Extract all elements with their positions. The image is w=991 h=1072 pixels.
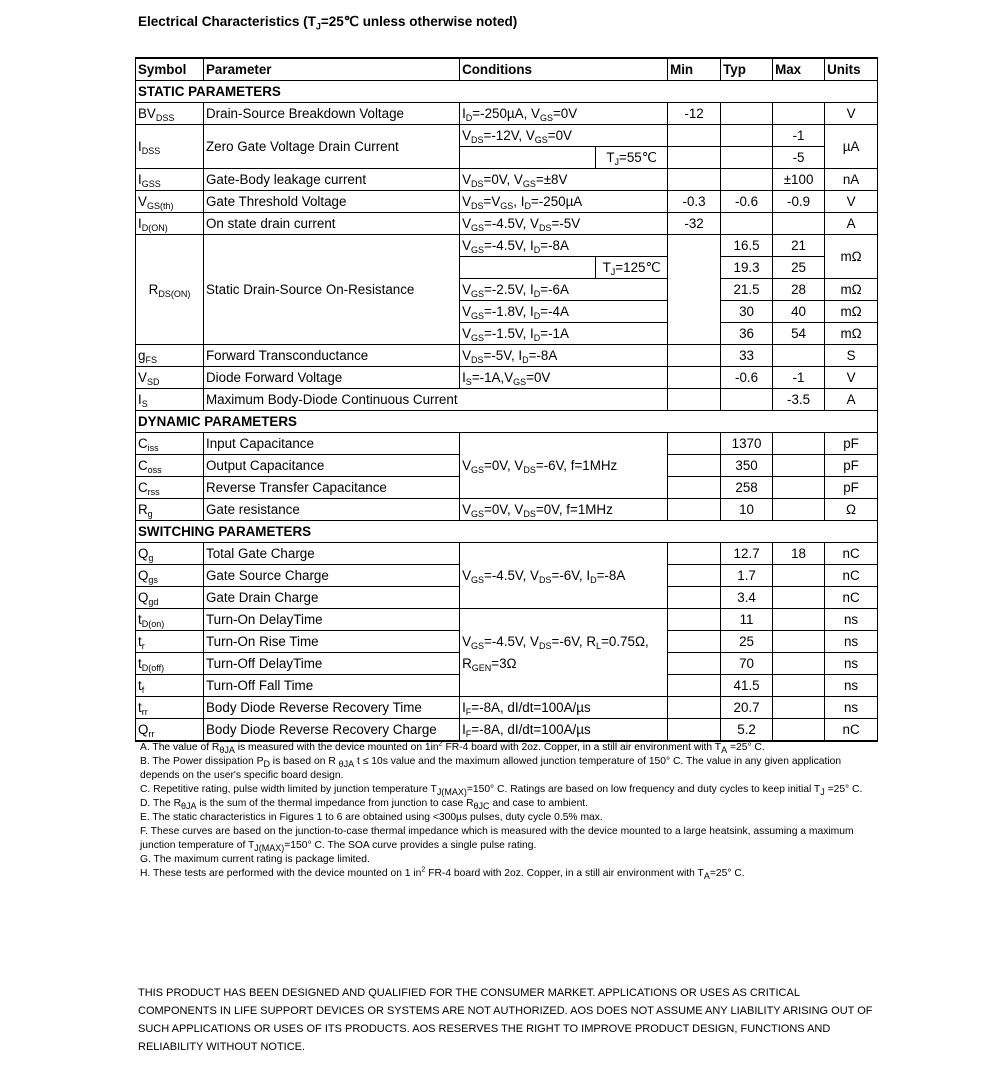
units-cell: mΩ	[825, 301, 878, 323]
table-row	[136, 103, 878, 125]
units-cell: ns	[825, 697, 878, 719]
min-cell: -0.3	[668, 191, 721, 213]
units-cell: mΩ	[825, 279, 878, 301]
table-row	[136, 191, 878, 213]
min-cell	[668, 543, 721, 565]
units-cell: V	[825, 367, 878, 389]
min-cell	[668, 675, 721, 697]
max-cell	[773, 565, 825, 587]
table-row	[136, 125, 878, 147]
units-cell: V	[825, 103, 878, 125]
symbol-cell: $t_r$	[136, 631, 204, 653]
typ-cell: 33	[721, 345, 773, 367]
typ-cell: 11	[721, 609, 773, 631]
table-row	[136, 367, 878, 389]
typ-cell	[721, 147, 773, 169]
table-row	[136, 719, 878, 742]
conditions-cell: $V_{GS}=0V$, $V_{DS}=-6V$, f=1MHz	[460, 433, 668, 499]
symbol-cell: $I_{GSS}$	[136, 169, 204, 191]
parameter-cell: Forward Transconductance	[204, 345, 460, 367]
header-row	[136, 58, 878, 81]
footnotes	[140, 741, 870, 881]
conditions-cell: $T_J=125℃$	[596, 257, 668, 279]
symbol-cell: $BV_{DSS}$	[136, 103, 204, 125]
typ-cell	[721, 103, 773, 125]
max-cell	[773, 213, 825, 235]
symbol-cell: $Q_g$	[136, 543, 204, 565]
max-cell	[773, 103, 825, 125]
conditions-cell: $I_F=-8A$, dI/dt=100A/µs	[460, 697, 668, 719]
symbol-cell: $g_{FS}$	[136, 345, 204, 367]
units-cell: nC	[825, 587, 878, 609]
units-cell: ns	[825, 653, 878, 675]
units-cell: nC	[825, 543, 878, 565]
parameter-cell: Gate Threshold Voltage	[204, 191, 460, 213]
parameter-cell: Gate resistance	[204, 499, 460, 521]
title-degree: ℃	[343, 14, 359, 29]
parameter-cell: Turn-Off DelayTime	[204, 653, 460, 675]
symbol-cell: $I_{DSS}$	[136, 125, 204, 169]
table-row	[136, 543, 878, 565]
typ-cell: 258	[721, 477, 773, 499]
conditions-cell: $I_D=-250\mu A$, $V_{GS}=0V$	[460, 103, 668, 125]
symbol-cell: $V_{GS(th)}$	[136, 191, 204, 213]
typ-cell: 30	[721, 301, 773, 323]
units-cell: ns	[825, 631, 878, 653]
conditions-cell: $I_F=-8A$, dI/dt=100A/µs	[460, 719, 668, 742]
conditions-cell: $V_{GS}=0V$, $V_{DS}=0V$, f=1MHz	[460, 499, 668, 521]
symbol-cell: $I_S$	[136, 389, 204, 411]
table-row	[136, 169, 878, 191]
max-cell	[773, 345, 825, 367]
min-cell	[668, 653, 721, 675]
symbol-cell: $C_{rss}$	[136, 477, 204, 499]
min-cell	[668, 719, 721, 742]
typ-cell: 25	[721, 631, 773, 653]
header-typ: Typ	[721, 58, 773, 81]
conditions-cell: $V_{GS}=-4.5V$, $I_D=-8A$	[460, 235, 668, 257]
symbol-cell: $Q_{rr}$	[136, 719, 204, 742]
units-cell: S	[825, 345, 878, 367]
parameter-cell: Static Drain-Source On-Resistance	[204, 235, 460, 345]
max-cell	[773, 499, 825, 521]
typ-cell: 36	[721, 323, 773, 345]
min-cell	[668, 147, 721, 169]
typ-cell: 5.2	[721, 719, 773, 742]
conditions-cell: $V_{GS}=-4.5V$, $V_{DS}=-5V$	[460, 213, 668, 235]
max-cell: -0.9	[773, 191, 825, 213]
max-cell: 28	[773, 279, 825, 301]
units-cell: pF	[825, 455, 878, 477]
conditions-cell: $V_{DS}=V_{GS}$, $I_D=-250\mu A$	[460, 191, 668, 213]
header-max: Max	[773, 58, 825, 81]
header-conditions: Conditions	[460, 58, 668, 81]
min-cell	[668, 609, 721, 631]
units-cell: mΩ	[825, 323, 878, 345]
header-symbol: Symbol	[136, 58, 204, 81]
max-cell: -5	[773, 147, 825, 169]
parameter-cell: Zero Gate Voltage Drain Current	[204, 125, 460, 169]
conditions-cell: $V_{GS}=-2.5V$, $I_D=-6A$	[460, 279, 668, 301]
max-cell	[773, 697, 825, 719]
conditions-cell: $V_{DS}=-5V$, $I_D=-8A$	[460, 345, 668, 367]
conditions-cell: $V_{GS}=-4.5V$, $V_{DS}=-6V$, $I_D=-8A$	[460, 543, 668, 609]
parameter-cell: Turn-On DelayTime	[204, 609, 460, 631]
typ-cell: 41.5	[721, 675, 773, 697]
units-cell: nA	[825, 169, 878, 191]
table-row	[136, 609, 878, 631]
symbol-cell: $C_{oss}$	[136, 455, 204, 477]
conditions-cell: $V_{GS}=-1.8V$, $I_D=-4A$	[460, 301, 668, 323]
conditions-cell: $V_{GS}=-1.5V$, $I_D=-1A$	[460, 323, 668, 345]
header-min: Min	[668, 58, 721, 81]
typ-cell	[721, 389, 773, 411]
typ-cell: -0.6	[721, 191, 773, 213]
max-cell: -1	[773, 367, 825, 389]
symbol-cell: $t_{D(on)}$	[136, 609, 204, 631]
max-cell	[773, 433, 825, 455]
max-cell	[773, 675, 825, 697]
units-cell: V	[825, 191, 878, 213]
table-row	[136, 389, 878, 411]
conditions-spacer	[460, 147, 596, 169]
units-cell: A	[825, 213, 878, 235]
symbol-cell: $t_f$	[136, 675, 204, 697]
max-cell: 25	[773, 257, 825, 279]
parameter-cell: Total Gate Charge	[204, 543, 460, 565]
min-cell	[668, 125, 721, 147]
table-row	[136, 213, 878, 235]
min-cell	[668, 499, 721, 521]
typ-cell: 21.5	[721, 279, 773, 301]
max-cell	[773, 455, 825, 477]
max-cell: -1	[773, 125, 825, 147]
units-cell: ns	[825, 675, 878, 697]
units-cell: nC	[825, 565, 878, 587]
parameter-cell: Output Capacitance	[204, 455, 460, 477]
min-cell: -32	[668, 213, 721, 235]
header-units: Units	[825, 58, 878, 81]
parameter-cell: Drain-Source Breakdown Voltage	[204, 103, 460, 125]
typ-cell	[721, 169, 773, 191]
units-cell: ns	[825, 609, 878, 631]
max-cell	[773, 653, 825, 675]
conditions-spacer	[460, 257, 596, 279]
typ-cell: 10	[721, 499, 773, 521]
parameter-cell: Gate Source Charge	[204, 565, 460, 587]
table-row	[136, 433, 878, 455]
symbol-cell: $R_{DS(ON)}$	[136, 235, 204, 345]
max-cell: ±100	[773, 169, 825, 191]
min-cell	[668, 389, 721, 411]
section-dynamic: DYNAMIC PARAMETERS	[136, 411, 878, 433]
electrical-characteristics-table	[135, 57, 878, 742]
min-cell	[668, 433, 721, 455]
min-cell	[668, 697, 721, 719]
page-title: Electrical Characteristics ($T_J=25℃$ unless otherwise noted)	[138, 14, 518, 32]
table-row	[136, 499, 878, 521]
typ-cell: 16.5	[721, 235, 773, 257]
section-switching: SWITCHING PARAMETERS	[136, 521, 878, 543]
parameter-cell: Body Diode Reverse Recovery Time	[204, 697, 460, 719]
units-cell: pF	[825, 433, 878, 455]
table-row	[136, 345, 878, 367]
min-cell	[668, 169, 721, 191]
parameter-cell: Maximum Body-Diode Continuous Current	[204, 389, 460, 411]
typ-cell: 1370	[721, 433, 773, 455]
symbol-cell: $V_{SD}$	[136, 367, 204, 389]
parameter-cell: Turn-On Rise Time	[204, 631, 460, 653]
section-static: STATIC PARAMETERS	[136, 81, 878, 103]
parameter-cell: On state drain current	[204, 213, 460, 235]
footnote: F. These curves are based on the junction-to-case thermal impedance which is measured with the device mounted to a large heatsink, assuming a maximum junction temperature of $T_{J(MAX)}=150^\circ$ C. The SOA curve provides a single pulse rating.	[140, 826, 854, 853]
footnote: H. These tests are performed with the device mounted on 1 $in^2$ FR-4 board with 2oz. Copper, in a still air environment with $T_A=25^\circ$ C.	[140, 866, 745, 881]
footnote: D. The $R_{\theta JA}$ is the sum of the thermal impedance from junction to case $R_{\theta JC}$ and case to ambient.	[140, 798, 589, 811]
typ-cell: 12.7	[721, 543, 773, 565]
typ-cell: -0.6	[721, 367, 773, 389]
parameter-cell: Turn-Off Fall Time	[204, 675, 460, 697]
max-cell: 18	[773, 543, 825, 565]
typ-cell: 3.4	[721, 587, 773, 609]
typ-cell: 350	[721, 455, 773, 477]
footnote: A. The value of $R_{\theta JA}$ is measured with the device mounted on $1in^2$ FR-4 board with 2oz. Copper, in a still air environment with $T_A =25^\circ$ C.	[140, 740, 765, 755]
footnote: G. The maximum current rating is package limited.	[140, 854, 370, 865]
max-cell	[773, 719, 825, 742]
header-parameter: Parameter	[204, 58, 460, 81]
footnote: B. The Power dissipation $P_D$ is based on R $_{\theta JA}$ t ≤ 10s value and the maximum allowed junction temperature of 150° C. The value in any given application depends on the user's specific board design.	[140, 756, 842, 781]
conditions-cell: $V_{DS}=0V$, $V_{GS}=\pm 8V$	[460, 169, 668, 191]
max-cell	[773, 587, 825, 609]
footnote: E. The static characteristics in Figures 1 to 6 are obtained using <300µs pulses, duty cycle 0.5% max.	[140, 812, 603, 823]
max-cell	[773, 477, 825, 499]
max-cell	[773, 631, 825, 653]
units-cell: µA	[825, 125, 878, 169]
typ-cell: 19.3	[721, 257, 773, 279]
min-cell	[668, 367, 721, 389]
units-cell: mΩ	[825, 235, 878, 279]
conditions-cell: $T_J=55℃$	[596, 147, 668, 169]
min-cell	[668, 235, 721, 345]
parameter-cell: Diode Forward Voltage	[204, 367, 460, 389]
typ-cell: 1.7	[721, 565, 773, 587]
table-row	[136, 697, 878, 719]
parameter-cell: Gate-Body leakage current	[204, 169, 460, 191]
units-cell: Ω	[825, 499, 878, 521]
units-cell: pF	[825, 477, 878, 499]
min-cell	[668, 631, 721, 653]
parameter-cell: Gate Drain Charge	[204, 587, 460, 609]
parameter-cell: Reverse Transfer Capacitance	[204, 477, 460, 499]
footnote: C. Repetitive rating, pulse width limited by junction temperature $T_{J(MAX)}=150^\circ$ C. Ratings are based on low frequency and duty cycles to keep initial $T_J =25^\circ$ C.	[140, 784, 863, 797]
symbol-cell: $t_{rr}$	[136, 697, 204, 719]
min-cell	[668, 455, 721, 477]
min-cell	[668, 565, 721, 587]
max-cell	[773, 609, 825, 631]
max-cell: 21	[773, 235, 825, 257]
typ-cell	[721, 125, 773, 147]
parameter-cell: Body Diode Reverse Recovery Charge	[204, 719, 460, 742]
min-cell	[668, 345, 721, 367]
disclaimer: THIS PRODUCT HAS BEEN DESIGNED AND QUALIFIED FOR THE CONSUMER MARKET. APPLICATIONS OR USES AS CRITICAL COMPONENTS IN LIFE SUPPORT DEVICES OR SYSTEMS ARE NOT AUTHORIZED. AOS DOES NOT ASSUME ANY LIABILITY ARISING OUT OF SUCH APPLICATIONS OR USES OF ITS PRODUCTS. AOS RESERVES THE RIGHT TO IMPROVE PRODUCT DESIGN, FUNCTIONS AND RELIABILITY WITHOUT NOTICE.	[138, 987, 873, 1053]
typ-cell: 20.7	[721, 697, 773, 719]
max-cell: 54	[773, 323, 825, 345]
min-cell: -12	[668, 103, 721, 125]
conditions-cell: $V_{DS}=-12V$, $V_{GS}=0V$	[460, 125, 668, 147]
symbol-cell: $C_{iss}$	[136, 433, 204, 455]
symbol-cell: $t_{D(off)}$	[136, 653, 204, 675]
symbol-cell: $I_{D(ON)}$	[136, 213, 204, 235]
typ-cell: 70	[721, 653, 773, 675]
conditions-cell: $I_S=-1A,V_{GS}=0V$	[460, 367, 668, 389]
symbol-cell: $Q_{gd}$	[136, 587, 204, 609]
symbol-cell: $R_g$	[136, 499, 204, 521]
conditions-cell: $V_{GS}=-4.5V$, $V_{DS}=-6V$, $R_L=0.75\Omega$, $R_{GEN}=3\Omega$	[460, 609, 668, 697]
units-cell: A	[825, 389, 878, 411]
max-cell: -3.5	[773, 389, 825, 411]
min-cell	[668, 587, 721, 609]
symbol-cell: $Q_{gs}$	[136, 565, 204, 587]
table-row	[136, 235, 878, 257]
units-cell: nC	[825, 719, 878, 742]
max-cell: 40	[773, 301, 825, 323]
parameter-cell: Input Capacitance	[204, 433, 460, 455]
typ-cell	[721, 213, 773, 235]
min-cell	[668, 477, 721, 499]
conditions-cell	[460, 389, 668, 411]
